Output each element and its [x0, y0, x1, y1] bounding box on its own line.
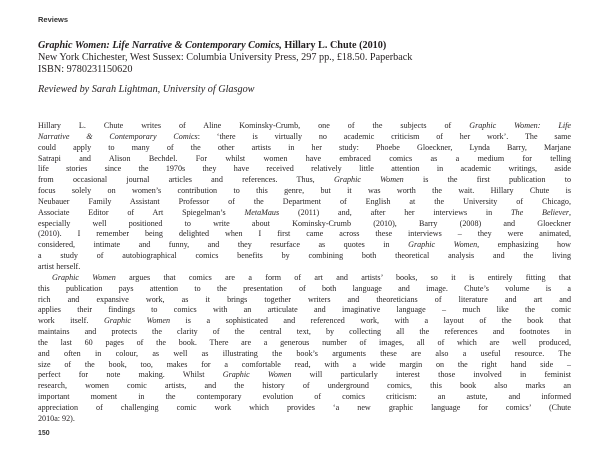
isbn-line: ISBN: 9780231150620	[38, 64, 133, 75]
text-line: perfect for note making. Whilst Graphic Women will particularly interest those involved in feminist	[38, 370, 571, 380]
paragraph-1	[38, 121, 571, 273]
text-line: this publication pays attention to the presentation of both language and image. Chute’s volume is a	[38, 283, 571, 293]
italic-title: Graphic Women: Life	[469, 121, 571, 130]
text-line: work itself. Graphic Women is a sophisticated and referenced work, with a layout of the book that	[38, 316, 571, 326]
text-line: considered, intimate and funny, and they resurface as quotes in Graphic Women, emphasizing how	[38, 240, 571, 250]
text-line: size of the book, too, makes for a comfortable read, with a wide margin on the right hand side –	[38, 359, 571, 369]
text-line: applies their findings to comics with an articulate and imaginative language – much like the comic	[38, 305, 571, 315]
book-title: Graphic Women: Life Narrative & Contemporary Comics,	[38, 40, 282, 51]
book-author: Hillary L. Chute (2010)	[284, 40, 387, 51]
italic-title: Graphic Women	[333, 175, 404, 185]
text-line: could apply to many of the other artists in her study: Phoebe Gloeckner, Lynda Barry, Marjane	[38, 142, 571, 152]
text-line: a study of autobiographical comics benefits by combining both theoretical analysis and the living	[38, 251, 571, 261]
page-number: 150	[38, 430, 50, 437]
review-body	[38, 121, 571, 425]
citation-title-line	[38, 40, 568, 52]
text-line: artist herself.	[38, 261, 81, 271]
text-line: Associate Editor of Art Spiegelman’s MetaMaus (2011) and, after her interviews in The Believer,	[38, 207, 571, 217]
text-line: the last 60 pages of the book. There are a generous number of images, all of which are well produced,	[38, 337, 571, 347]
running-head: Reviews	[38, 15, 69, 24]
text-line: appreciation of challenging comic work which provides ‘a new graphic language for comics’ (Chute	[38, 402, 571, 412]
italic-title: Graphic Women	[222, 370, 292, 380]
text-line: and often in colour, as well as illustrating the book’s arguments these are also a useful resource. The	[38, 348, 571, 358]
italic-title: MetaMaus	[244, 207, 280, 217]
text-line: Hillary L. Chute writes of Aline Kominsky-Crumb, one of the subjects of Graphic Women: Life	[38, 121, 571, 130]
italic-title: The Believer	[511, 207, 569, 217]
text-line: Graphic Women argues that comics are a form of art and artists’ books, so it is entirely fitting that	[52, 272, 571, 282]
italic-title: Narrative & Contemporary Comics	[38, 131, 198, 141]
text-line: (2010). I remember being delighted when I first came across these interviews – they were animated,	[38, 229, 571, 239]
text-line: focus solely on women’s contribution to this genre, but it was worth the wait. Hillary Chute is	[38, 186, 571, 196]
text-line: Neubauer Family Assistant Professor of the Department of English at the University of Chicago,	[38, 196, 571, 206]
paragraph-2	[38, 273, 571, 425]
text-line: especially well positioned to write about Kominsky-Crumb (2010), Barry (2008) and Gloeckner	[38, 218, 571, 228]
reviewer-line: Reviewed by Sarah Lightman, University of Glasgow	[38, 84, 255, 95]
text-line: maintains and protects the clarity of the central text, by collecting all the references and footnotes in	[38, 327, 571, 337]
italic-title: Graphic Women	[103, 316, 170, 326]
italic-title: Graphic Women	[52, 272, 116, 282]
text-line: from occasional journal articles and references. Thus, Graphic Women is the first publication to	[38, 175, 571, 185]
text-line: Narrative & Contemporary Comics: ‘there is virtually no academic criticism of her work’. The same	[38, 131, 571, 141]
text-line: Satrapi and Alison Bechdel. For whilst women have embraced comics as a medium for telling	[38, 153, 571, 163]
publisher-line: New York Chichester, West Sussex: Columbia University Press, 297 pp., £18.50. Paperback	[38, 52, 413, 63]
text-line: 2010a: 92).	[38, 413, 75, 423]
text-line: important moment in the contemporary evolution of comics criticism: an astute, and informed	[38, 392, 571, 402]
italic-title: Graphic Women	[408, 240, 478, 250]
text-line: rich and expansive work, as it brings together writers and theoreticians of literature and art and	[38, 294, 571, 304]
book-citation	[38, 40, 568, 76]
text-line: research, women comic artists, and the history of underground comics, this book also marks an	[38, 381, 571, 391]
text-line: life stories since the 1970s they have received relatively little attention in academic writings, aside	[38, 164, 571, 174]
